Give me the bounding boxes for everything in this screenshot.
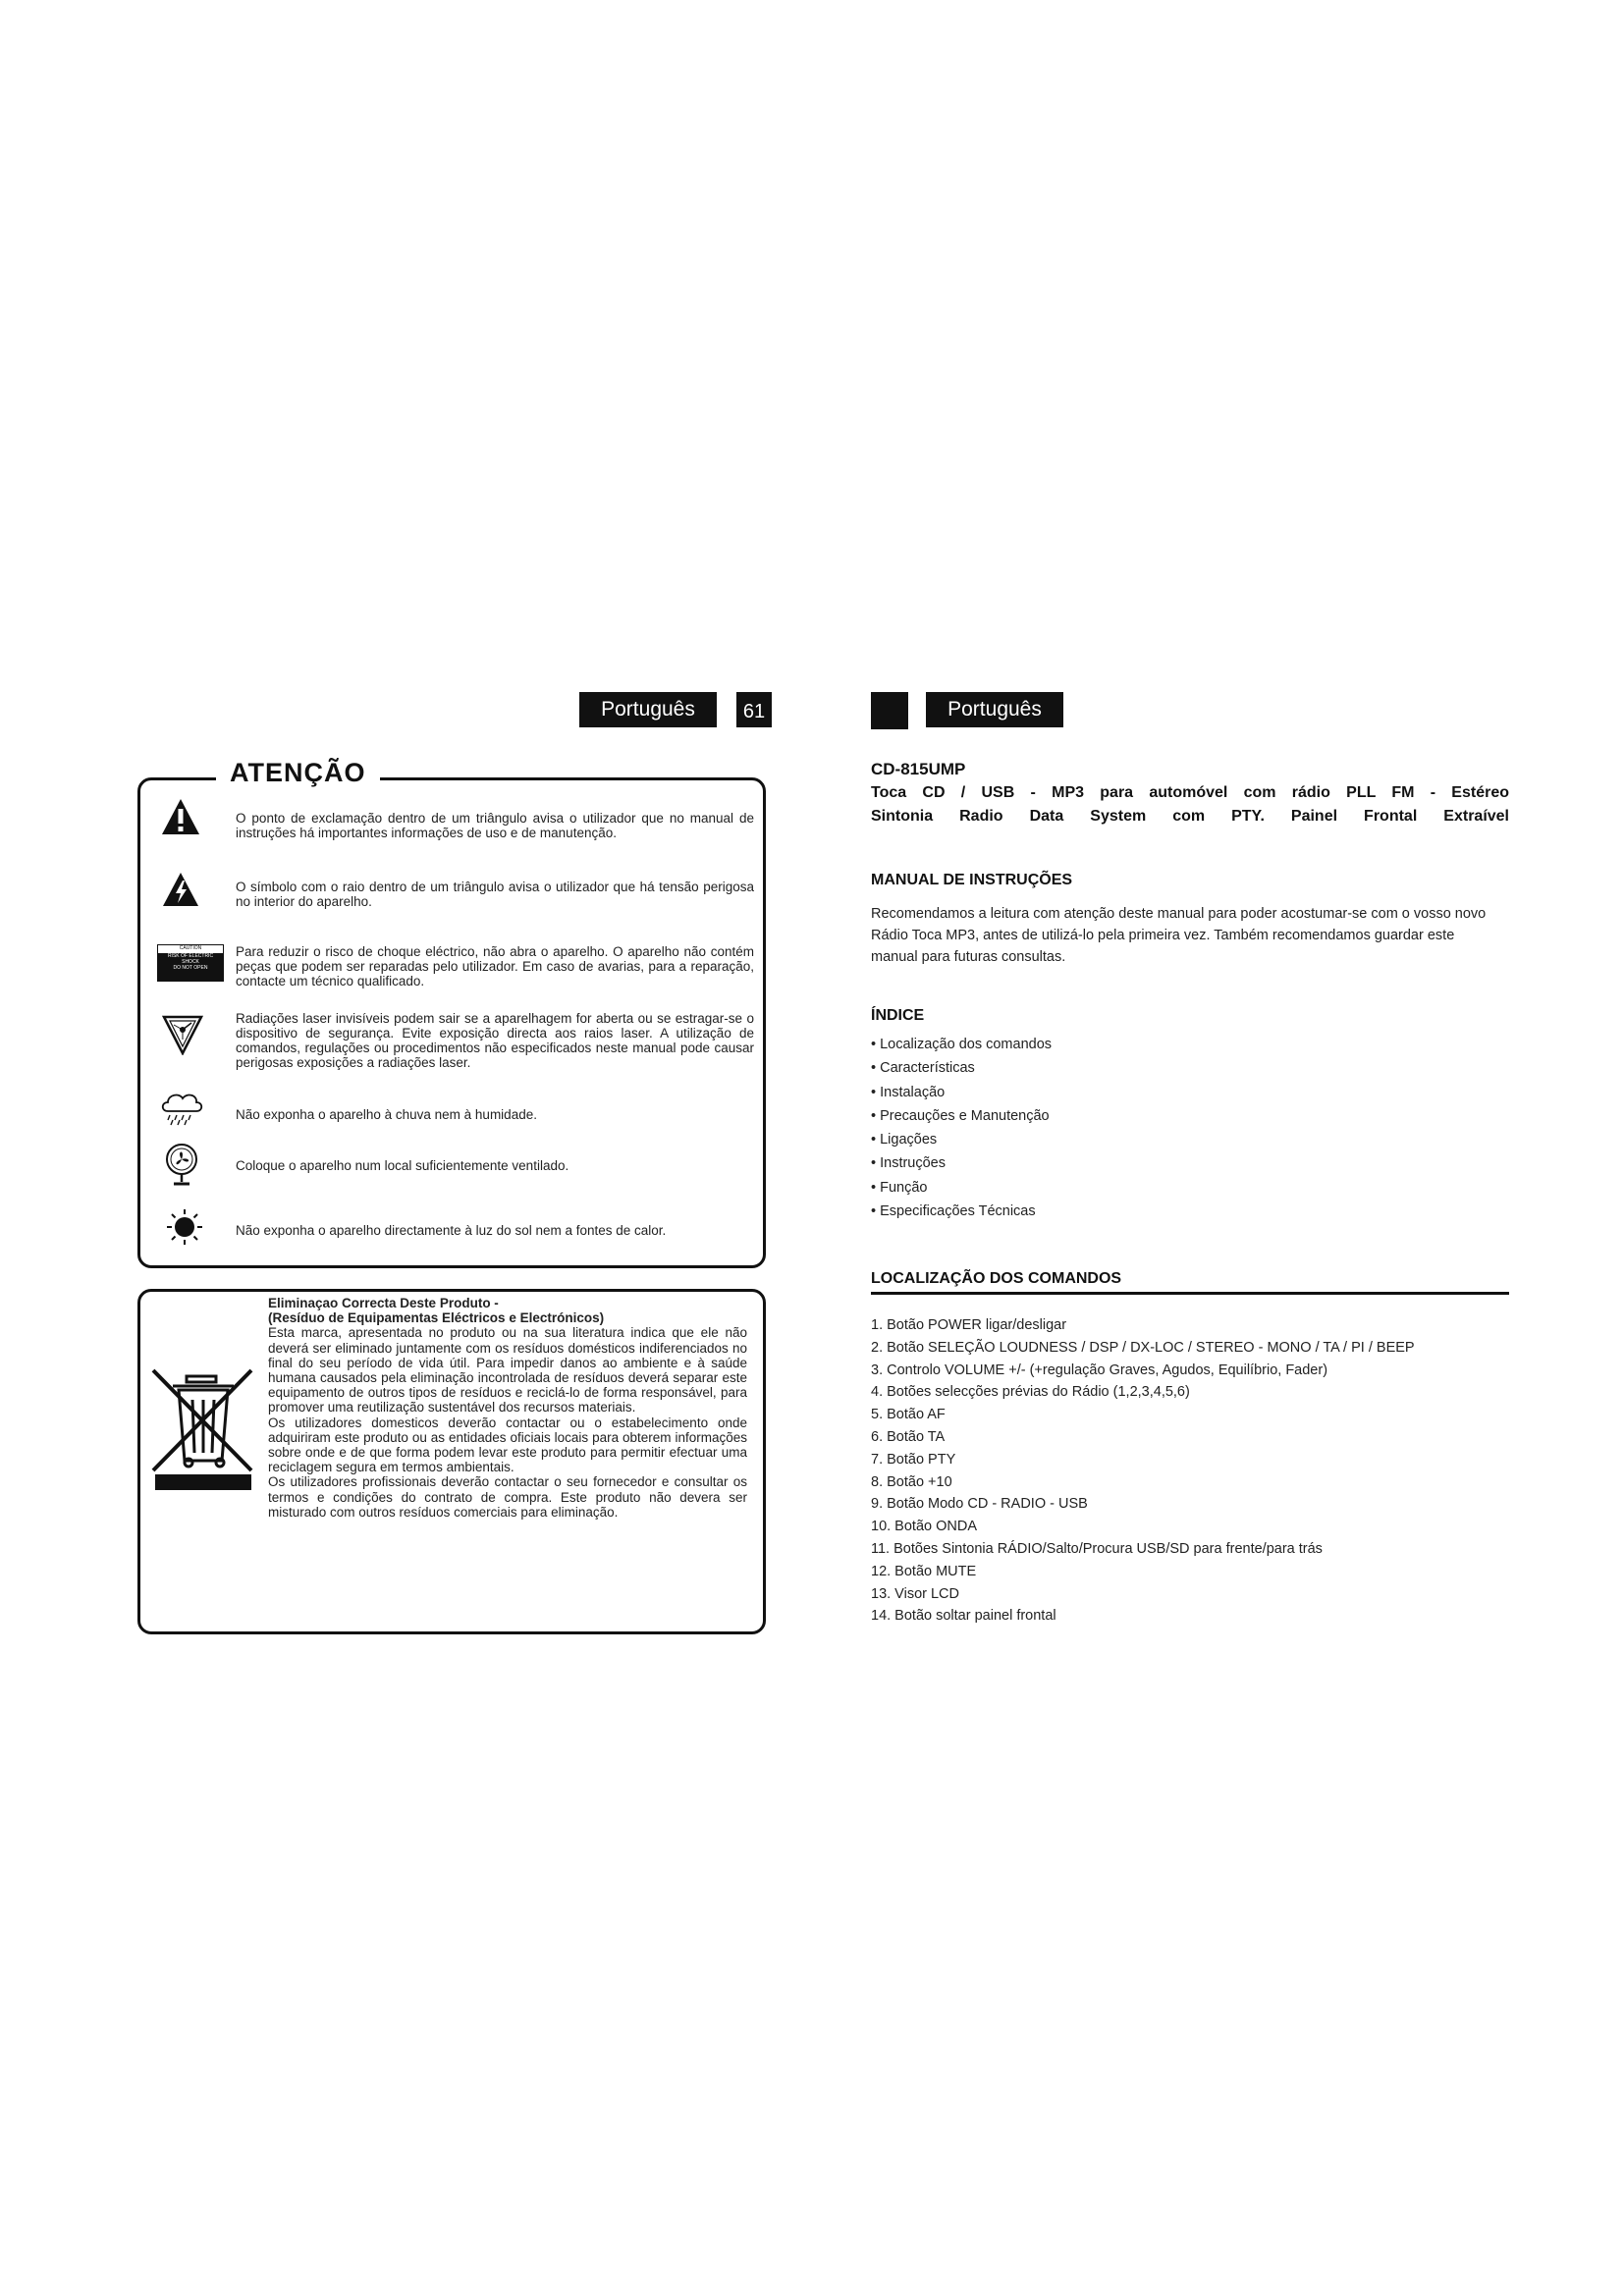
control-item: 5. Botão AF	[871, 1407, 946, 1423]
index-item: • Instruções	[871, 1155, 946, 1172]
product-subtitle-1: Toca CD / USB - MP3 para automóvel com rádio PLL FM - Estéreo	[871, 784, 1509, 801]
laser-warning-icon	[161, 1009, 204, 1060]
black-square-marker	[871, 692, 908, 729]
language-tag-right: Português	[926, 692, 1063, 727]
index-item: • Ligações	[871, 1132, 938, 1148]
index-list	[871, 1037, 1509, 1227]
index-heading: ÍNDICE	[871, 1007, 925, 1024]
language-tag-left: Português	[579, 692, 717, 727]
control-item: 13. Visor LCD	[871, 1585, 959, 1602]
control-item: 9. Botão Modo CD - RADIO - USB	[871, 1496, 1088, 1513]
control-item: 8. Botão +10	[871, 1473, 952, 1490]
control-item: 3. Controlo VOLUME +/- (+regulação Graves, Agudos, Equilíbrio, Fader)	[871, 1362, 1328, 1378]
disposal-title-1: Eliminaçao Correcta Deste Produto -	[268, 1296, 499, 1310]
caution-label-line-4: DO NOT OPEN	[173, 965, 208, 971]
lightning-triangle-icon	[159, 868, 202, 911]
manual-text: Recomendamos a leitura com atenção deste manual para poder acostumar-se com o vosso novo Rádio Toca MP3, antes de utilizá-lo pela primeira vez. Também recomendamos guardar este manual para futuras consultas.	[871, 906, 1487, 965]
product-subtitle-2: Sintonia Radio Data System com PTY. Painel Frontal Extraível	[871, 808, 1509, 825]
disposal-title-2: (Resíduo de Equipamentas Eléctricos e Electrónicos)	[268, 1310, 605, 1326]
warning-text-1: O ponto de exclamação dentro de um triângulo avisa o utilizador que no manual de instruções há importantes informações de uso e de manutenção.	[236, 811, 754, 840]
index-item: • Instalação	[871, 1084, 946, 1100]
control-item: 10. Botão ONDA	[871, 1519, 977, 1535]
warning-text-2: O símbolo com o raio dentro de um triângulo avisa o utilizador que há tensão perigosa no interior do aparelho.	[236, 880, 754, 909]
warning-text-6: Coloque o aparelho num local suficientemente ventilado.	[236, 1158, 569, 1173]
controls-list	[871, 1317, 1509, 1630]
controls-divider	[871, 1292, 1509, 1295]
page-number: 61	[736, 692, 772, 727]
index-item: • Precauções e Manutenção	[871, 1107, 1050, 1124]
caution-label-icon	[157, 944, 224, 982]
warning-text-4: Radiações laser invisíveis podem sair se a aparelhagem for aberta ou se estragar-se o dispositivo de segurança. Evite exposição directa aos raios laser. A utilização de comandos, regulações ou procedimentos não especificados neste manual pode causar perigosas exposições a radiações laser.	[236, 1011, 754, 1070]
sun-icon	[163, 1205, 206, 1249]
index-item: • Características	[871, 1060, 975, 1077]
index-item: • Localização dos comandos	[871, 1037, 1053, 1052]
crossed-bin-icon	[149, 1366, 257, 1492]
index-item: • Função	[871, 1179, 928, 1196]
disposal-text	[268, 1296, 747, 1520]
control-item: 12. Botão MUTE	[871, 1563, 977, 1579]
exclamation-triangle-icon	[159, 795, 202, 838]
warning-text-5: Não exponha o aparelho à chuva nem à humidade.	[236, 1107, 537, 1122]
control-item: 6. Botão TA	[871, 1428, 946, 1445]
warning-title: ATENÇÃO	[216, 758, 380, 788]
disposal-paragraph-3: Os utilizadores profissionais deverão contactar o seu fornecedor e consultar os termos e condições do contrato de compra. Este produto não devera ser misturado com outros resíduos comerciais para eliminação.	[268, 1474, 747, 1520]
caution-label-line-2: RISK OF ELECTRIC	[167, 953, 214, 959]
disposal-paragraph-2: Os utilizadores domesticos deverão contactar ou o estabelecimento onde adquiriram este produto ou as entidades oficiais locais para obterem informações sobre onde e de que forma podem levar este produto para permitir efectuar uma reciclagem segura em termos ambientais.	[268, 1415, 747, 1475]
control-item: 2. Botão SELEÇÃO LOUDNESS / DSP / DX-LOC / STEREO - MONO / TA / PI / BEEP	[871, 1339, 1415, 1356]
control-item: 14. Botão soltar painel frontal	[871, 1608, 1056, 1625]
fan-icon	[161, 1141, 202, 1188]
warning-text-7: Não exponha o aparelho directamente à luz do sol nem a fontes de calor.	[236, 1223, 667, 1238]
caution-label-line-1: CAUTION	[158, 945, 223, 953]
warning-text-3: Para reduzir o risco de choque eléctrico, não abra o aparelho. O aparelho não contém peças que podem ser reparadas pelo utilizador. Em caso de avarias, para a reparação, contacte um técnico qualificado.	[236, 944, 754, 988]
index-item: • Especificações Técnicas	[871, 1203, 1036, 1220]
control-item: 1. Botão POWER ligar/desligar	[871, 1317, 1067, 1333]
controls-heading: LOCALIZAÇÃO DOS COMANDOS	[871, 1270, 1122, 1287]
caution-label-line-3: SHOCK	[182, 959, 199, 965]
manual-heading: MANUAL DE INSTRUÇÕES	[871, 872, 1073, 888]
control-item: 7. Botão PTY	[871, 1451, 956, 1468]
control-item: 4. Botões selecções prévias do Rádio (1,2,3,4,5,6)	[871, 1384, 1190, 1401]
product-model: CD-815UMP	[871, 760, 966, 778]
rain-cloud-icon	[157, 1088, 208, 1129]
control-item: 11. Botões Sintonia RÁDIO/Salto/Procura USB/SD para frente/para trás	[871, 1540, 1323, 1557]
disposal-paragraph-1: Esta marca, apresentada no produto ou na sua literatura indica que ele não deverá ser eliminado juntamente com os resíduos domésticos indiferenciados no final do seu período de vida útil. Para impedir danos ao ambiente e à saúde humana causados pela eliminação incontrolada de resíduos deverá separar este equipamento de outros tipos de resíduos e reciclá-lo de forma responsável, para promover uma reutilização sustentável dos recursos materiais.	[268, 1325, 747, 1415]
